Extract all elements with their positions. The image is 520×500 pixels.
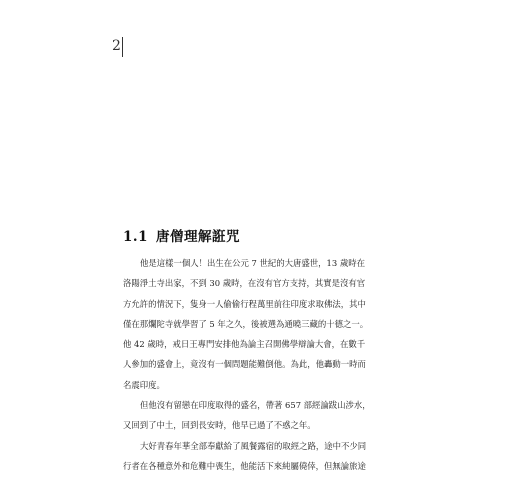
paragraph-2 bbox=[123, 395, 379, 436]
text-line: 大好青春年華全部奉獻給了風餐露宿的取經之路，途中不少同 bbox=[140, 440, 367, 451]
text-line: 名震印度。 bbox=[123, 379, 165, 390]
text-line: 僅在那爛陀寺就學習了 5 年之久，後被選為通曉三藏的十德之一。 bbox=[123, 318, 369, 329]
section-number: 1.1 bbox=[123, 229, 148, 245]
text-line: 又回到了中土，回到長安時，他早已過了不惑之年。 bbox=[123, 420, 316, 431]
text-line: 人參加的盛會上，竟沒有一個問題能難倒他。為此，他轟動一時而 bbox=[123, 359, 366, 370]
text-line: 洛陽淨土寺出家，不到 30 歲時，在沒有官方支持，其實是沒有官 bbox=[123, 278, 366, 289]
text-line: 方允許的情況下，隻身一人偷偷行程萬里前往印度求取佛法，其中 bbox=[123, 298, 366, 309]
page-number: 2 bbox=[112, 38, 121, 54]
text-line: 但他沒有留戀在印度取得的盛名，帶著 657 部經論跋山涉水， bbox=[140, 400, 371, 411]
page-number-rule bbox=[122, 37, 123, 57]
text-line: 行者在各種意外和危難中喪生，他能活下來純屬僥倖，但無論旅途 bbox=[123, 460, 366, 471]
paragraph-1 bbox=[123, 253, 379, 395]
text-line: 他 42 歲時，戒日王專門安排他為論主召開佛學辯論大會，在數千 bbox=[123, 339, 366, 350]
body-text bbox=[123, 253, 379, 476]
section-title: 唐僧理解誑咒 bbox=[156, 229, 240, 245]
section-heading bbox=[123, 225, 240, 245]
text-line: 他是這樣一個人！出生在公元 7 世紀的大唐盛世，13 歲時在 bbox=[140, 258, 365, 268]
paragraph-3 bbox=[123, 436, 379, 477]
